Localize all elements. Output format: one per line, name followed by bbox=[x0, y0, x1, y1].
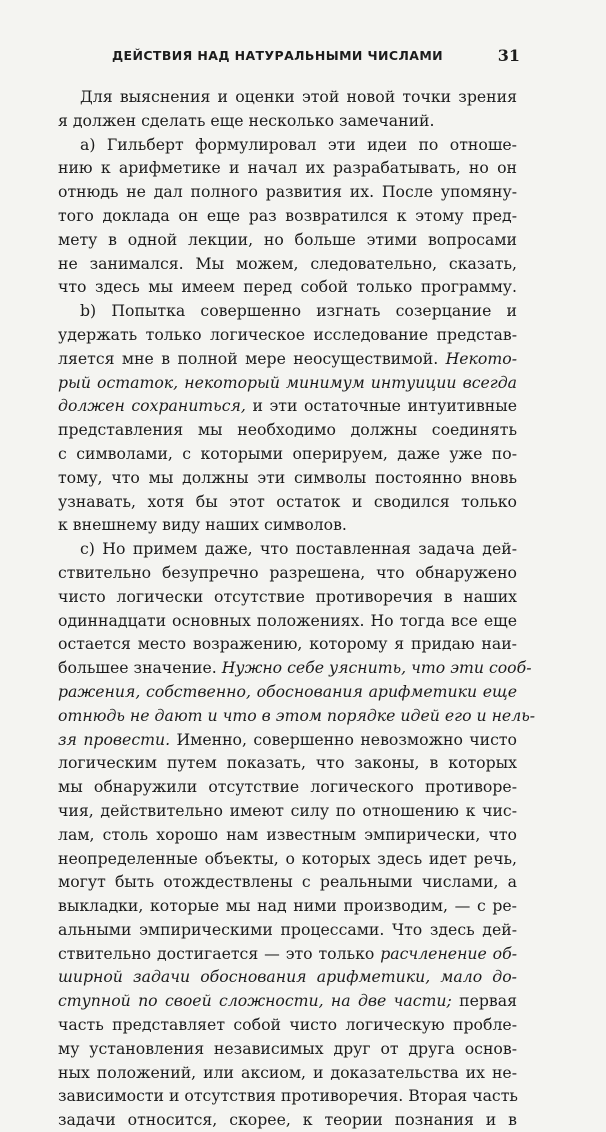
text-segment: узнавать, хотя бы этот остаток и сводился только bbox=[58, 491, 517, 511]
text-line bbox=[58, 751, 517, 775]
text-segment: a) Гильберт формулировал эти идеи по отноше- bbox=[80, 134, 517, 154]
text-segment: задачи относится, скорее, к теории познания и в bbox=[58, 1110, 517, 1130]
text-segment: чисто логически отсутствие противоречия в наших bbox=[58, 586, 517, 606]
text-line bbox=[58, 942, 517, 966]
text-line bbox=[58, 490, 517, 514]
text-line bbox=[58, 704, 536, 728]
text-segment: большее значение. bbox=[58, 658, 222, 678]
italic-text: должен сохраниться, bbox=[58, 396, 246, 416]
italic-text: рый остаток, некоторый минимум интуиции всегда bbox=[58, 372, 517, 392]
text-line bbox=[58, 989, 517, 1013]
text-line bbox=[58, 585, 517, 609]
text-line bbox=[58, 1061, 517, 1085]
text-segment: логическим путем показать, что законы, в которых bbox=[58, 753, 517, 773]
text-line bbox=[58, 180, 517, 204]
text-segment: удержать только логическое исследование представ- bbox=[58, 324, 517, 344]
text-line bbox=[58, 1108, 517, 1132]
text-line bbox=[58, 609, 517, 633]
text-segment: неопределенные объекты, о которых здесь идет речь, bbox=[58, 848, 517, 868]
text-segment: c) Но примем даже, что поставленная задача дей- bbox=[80, 539, 517, 559]
text-segment: с символами, с которыми оперируем, даже уже по- bbox=[58, 443, 517, 463]
text-line bbox=[58, 204, 517, 228]
text-line bbox=[58, 656, 532, 680]
text-segment: того доклада он еще раз возвратился к этому пред- bbox=[58, 205, 517, 225]
text-line bbox=[58, 1013, 517, 1037]
text-segment: му установления независимых друг от друга основ- bbox=[58, 1038, 517, 1058]
text-segment: одиннадцати основных положениях. Но тогда все еще bbox=[58, 610, 517, 630]
text-line bbox=[58, 156, 517, 180]
text-segment: Для выяснения и оценки этой новой точки зрения bbox=[80, 87, 517, 106]
page-number: 31 bbox=[497, 46, 520, 65]
text-segment: могут быть отождествлены с реальными числами, а bbox=[58, 872, 517, 892]
text-line bbox=[58, 133, 517, 157]
body-text bbox=[58, 85, 536, 1132]
text-line bbox=[58, 442, 517, 466]
text-line bbox=[58, 418, 517, 442]
text-line bbox=[58, 965, 517, 989]
text-segment: мы обнаружили отсутствие логического противоре- bbox=[58, 777, 517, 797]
text-line bbox=[58, 1037, 517, 1061]
text-line bbox=[58, 323, 517, 347]
text-segment: отнюдь не дал полного развития их. После упомяну- bbox=[58, 182, 517, 202]
text-segment: не занимался. Мы можем, следовательно, сказать, bbox=[58, 253, 517, 273]
chapter-title: ДЕЙСТВИЯ НАД НАТУРАЛЬНЫМИ ЧИСЛАМИ bbox=[112, 48, 444, 63]
text-line bbox=[58, 632, 517, 656]
italic-text: Нужно себе уяснить, что эти сооб- bbox=[221, 658, 532, 678]
text-line bbox=[58, 252, 517, 276]
text-line bbox=[58, 537, 517, 561]
text-segment: альными эмпирическими процессами. Что здесь дей- bbox=[58, 919, 517, 939]
text-line bbox=[58, 870, 517, 894]
italic-text: расчленение об- bbox=[380, 943, 517, 963]
text-segment: остается место возражению, которому я придаю наи- bbox=[58, 634, 517, 654]
text-segment: часть представляет собой чисто логическую пробле- bbox=[58, 1015, 517, 1035]
text-segment: что здесь мы имеем перед собой только программу. bbox=[58, 277, 517, 297]
text-line bbox=[58, 275, 517, 299]
text-segment: первая bbox=[451, 991, 517, 1011]
text-segment: ствительно безупречно разрешена, что обнаружено bbox=[58, 562, 517, 582]
running-header bbox=[60, 48, 520, 72]
text-line bbox=[58, 894, 517, 918]
italic-text: отнюдь не дают и что в этом порядке идей его и нель- bbox=[58, 705, 536, 725]
text-segment: представления мы необходимо должны соединять bbox=[58, 420, 517, 440]
italic-text: зя провести. bbox=[58, 729, 171, 749]
text-segment: ных положений, или аксиом, и доказательства их не- bbox=[58, 1062, 517, 1082]
text-line bbox=[58, 728, 517, 752]
text-line bbox=[58, 680, 517, 704]
text-segment: лам, столь хорошо нам известным эмпирически, что bbox=[58, 824, 517, 844]
text-segment: чия, действительно имеют силу по отношению к чис- bbox=[58, 800, 517, 820]
text-line bbox=[58, 466, 517, 490]
text-segment: выкладки, которые мы над ними производим, — с ре- bbox=[58, 896, 517, 916]
text-line bbox=[58, 228, 517, 252]
text-line bbox=[58, 371, 517, 395]
italic-text: ширной задачи обоснования арифметики, мало до- bbox=[58, 967, 517, 987]
text-segment: тому, что мы должны эти символы постоянно вновь bbox=[58, 467, 517, 487]
text-line bbox=[58, 299, 517, 323]
text-line bbox=[58, 918, 517, 942]
text-segment: и эти остаточные интуитивные bbox=[245, 396, 518, 416]
italic-text: ражения, собственно, обоснования арифметики еще bbox=[58, 681, 517, 701]
text-line bbox=[58, 775, 517, 799]
text-line bbox=[58, 561, 517, 585]
text-segment: к внешнему виду наших символов. bbox=[58, 515, 347, 535]
text-segment: зависимости и отсутствия противоречия. Вторая часть bbox=[58, 1086, 518, 1106]
text-segment: мету в одной лекции, но больше этими вопросами bbox=[58, 229, 517, 249]
text-line bbox=[58, 394, 517, 418]
text-line bbox=[58, 85, 517, 109]
text-segment: нию к арифметике и начал их разрабатывать, но он bbox=[58, 158, 517, 178]
text-line bbox=[58, 799, 517, 823]
text-line bbox=[58, 847, 517, 871]
text-line bbox=[58, 109, 517, 133]
text-line bbox=[58, 347, 517, 371]
text-segment: я должен сделать еще несколько замечаний. bbox=[58, 110, 435, 130]
text-segment: b) Попытка совершенно изгнать созерцание и bbox=[80, 301, 517, 321]
italic-text: ступной по своей сложности, на две части; bbox=[58, 991, 452, 1011]
text-line bbox=[58, 823, 517, 847]
text-segment: ствительно достигается — это только bbox=[58, 943, 381, 963]
text-line bbox=[58, 513, 517, 537]
italic-text: Некото- bbox=[445, 348, 517, 368]
text-segment: Именно, совершенно невозможно чисто bbox=[170, 729, 517, 749]
text-segment: ляется мне в полной мере неосуществимой. bbox=[58, 348, 446, 368]
text-line bbox=[58, 1084, 517, 1108]
